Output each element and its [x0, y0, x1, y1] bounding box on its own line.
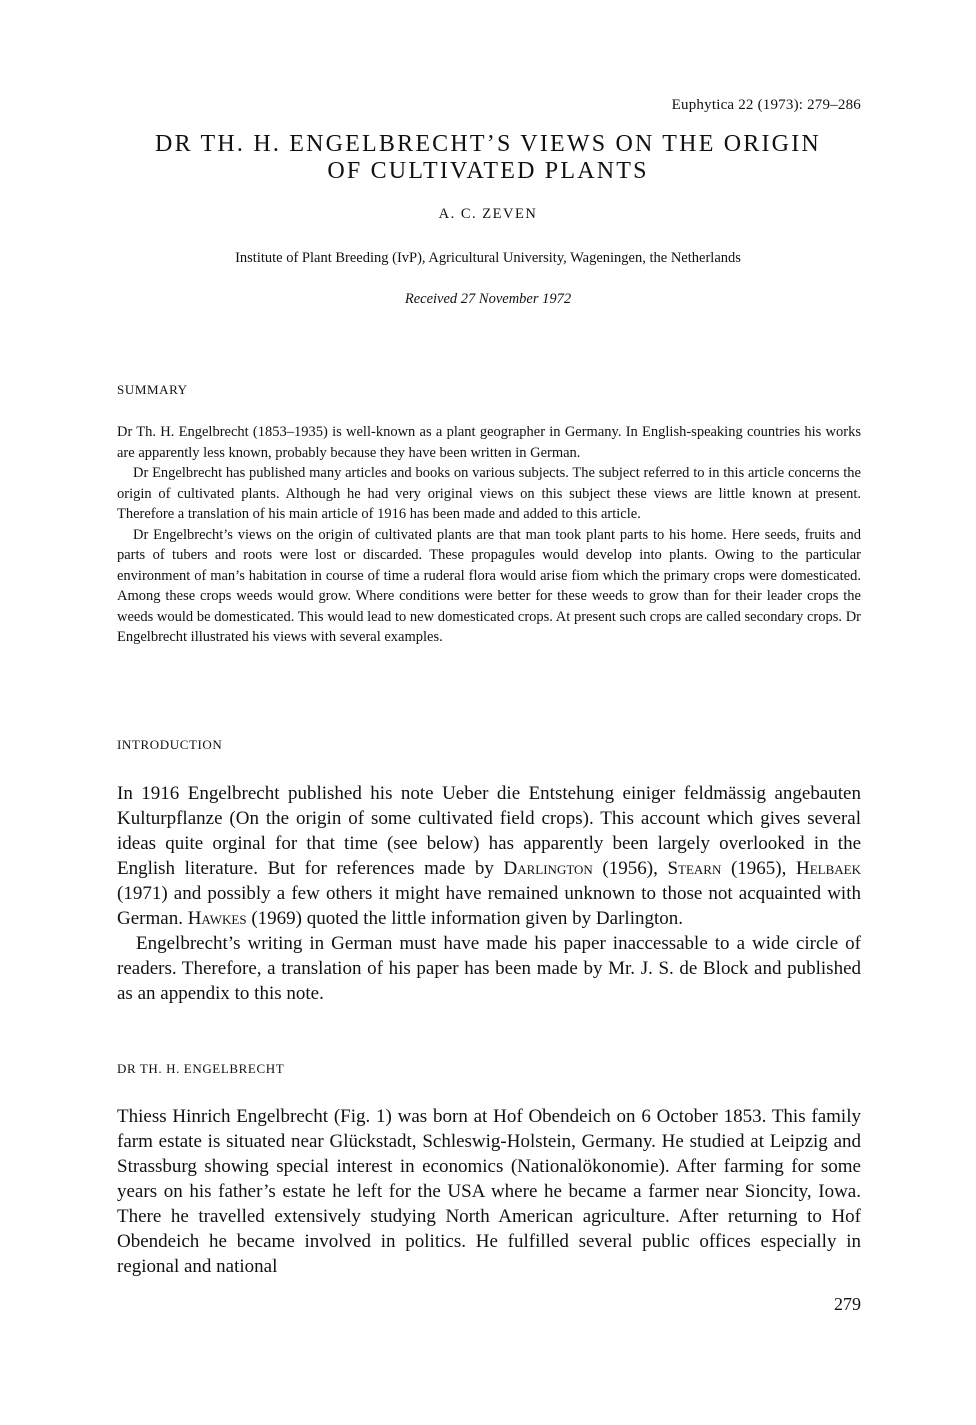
summary-paragraph: Dr Engelbrecht has published many articles and books on various subjects. The subject referred to in this article concerns the origin of cultivated plants. Although he had very original views on this subject these views are little known at present. Therefore a translation of his main article of 1916 has been made and added to this article. — [117, 465, 861, 522]
article-title-line-1: DR TH. H. ENGELBRECHT’S VIEWS ON THE ORIGIN — [155, 131, 821, 157]
author-name: A. C. ZEVEN — [438, 206, 538, 222]
introduction-section — [117, 781, 861, 1006]
summary-heading: SUMMARY — [117, 382, 188, 397]
page-number: 279 — [834, 1294, 861, 1314]
biography-paragraph-1: Thiess Hinrich Engelbrecht (Fig. 1) was born at Hof Obendeich on 6 October 1853. This family farm estate is situated near Glückstadt, Schleswig-Holstein, Germany. He studied at Leipzig and Strassburg showing special interest in economics (Nationalökonomie). After farming for some years on his father’s estate he left for the USA where he became a farmer near Sioncity, Iowa. There he travelled extensively studying North American agriculture. After returning to Hof Obendeich he became involved in politics. He fulfilled several public offices especially in regional and national — [117, 1106, 861, 1277]
introduction-paragraph-2: Engelbrecht’s writing in German must have made his paper inaccessable to a wide circle of readers. Therefore, a translation of his paper has been made by Mr. J. S. de Block and published as an appendix to this note. — [117, 933, 861, 1004]
cited-author: Darlington — [503, 858, 593, 879]
cited-author: Stearn — [667, 858, 722, 879]
summary-paragraph: Dr Th. H. Engelbrecht (1853–1935) is well-known as a plant geographer in Germany. In English-speaking countries his works are apparently less known, probably because they have been written in German. — [117, 424, 861, 461]
received-date: Received 27 November 1972 — [404, 291, 572, 307]
summary-paragraph: Dr Engelbrecht’s views on the origin of cultivated plants are that man took plant parts to his home. Here seeds, fruits and parts of tubers and roots were lost or discarded. These propagules would develop into plants. Owing to the particular environment of man’s habitation in course of time a ruderal flora would arise fiom which the primary crops were domesticated. Among these crops weeds would grow. Where conditions were better for these weeds to grow than for their leader crops the weeds would be domesticated. This would lead to new domesticated crops. At present such crops are called secondary crops. Dr Engelbrecht illustrated his views with several examples. — [117, 526, 861, 645]
author-affiliation: Institute of Plant Breeding (IvP), Agricultural University, Wageningen, the Netherlands — [235, 250, 741, 266]
journal-citation: Euphytica 22 (1973): 279–286 — [671, 97, 861, 113]
biography-heading: DR TH. H. ENGELBRECHT — [117, 1061, 285, 1076]
introduction-paragraph-1: In 1916 Engelbrecht published his note Ueber die Entstehung einiger feldmässig angebauten Kulturpflanze (On the origin of some cultivated field crops). This account which gives several ideas quite orginal for that time (see below) has apparently been largely overlooked in the English literature. But for references made by Darlington (1956), Stearn (1965), Helbaek (1971) and possibly a few others it might have remained unknown to those not acquainted with German. Hawkes (1969) quoted the little information given by Darlington. — [117, 783, 861, 929]
cited-author: Hawkes — [187, 908, 247, 929]
article-title — [100, 131, 876, 185]
article-title-line-2: OF CULTIVATED PLANTS — [327, 158, 649, 184]
summary-section — [117, 422, 861, 648]
introduction-heading: INTRODUCTION — [117, 737, 223, 752]
cited-author: Helbaek — [796, 858, 861, 879]
biography-section — [117, 1104, 861, 1279]
